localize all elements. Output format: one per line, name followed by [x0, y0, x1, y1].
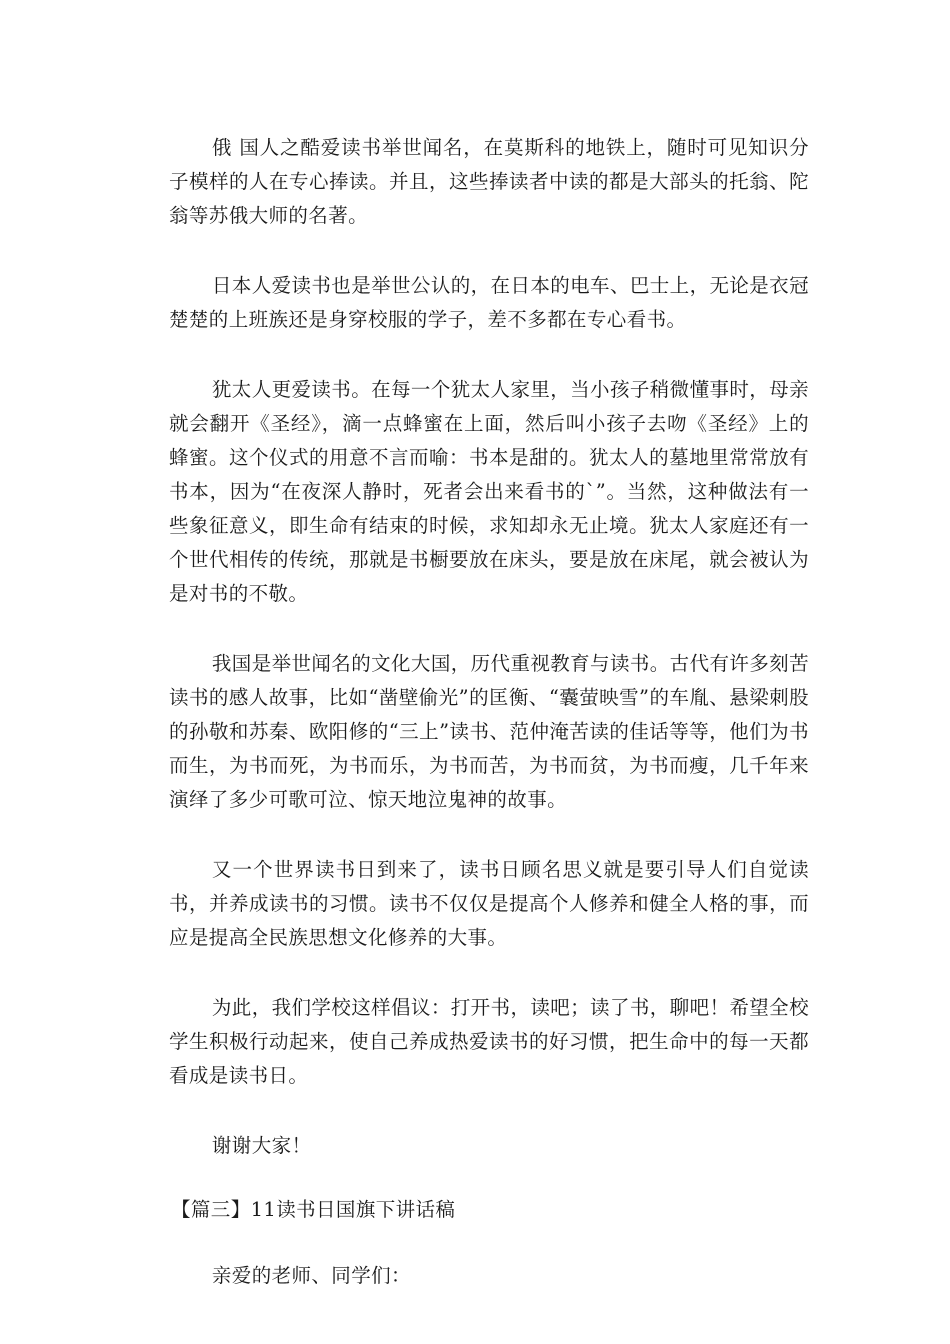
paragraph-jewish: 犹太人更爱读书。在每一个犹太人家里，当小孩子稍微懂事时，母亲就会翻开《圣经》，滴一点蜂蜜在上面，然后叫小孩子去吻《圣经》上的蜂蜜。这个仪式的用意不言而喻：书本是甜的。犹太人的墓地里常常放有书本，因为“在夜深人静时，死者会出来看书的`”。当然，这种做法有一些象征意义，即生命有结束的时候，求知却永无止境。犹太人家庭还有一个世代相传的传统，那就是书橱要放在床头，要是放在床尾，就会被认为是对书的不敬。: [169, 378, 809, 605]
paragraph-thanks: 谢谢大家！: [211, 1134, 312, 1157]
paragraph-japan: 日本人爱读书也是举世公认的，在日本的电车、巴士上，无论是衣冠楚楚的上班族还是身穿校服的学子，差不多都在专心看书。: [169, 274, 809, 331]
document-body: [169, 131, 809, 1329]
paragraph-reading-day: 又一个世界读书日到来了，读书日顾名思义就是要引导人们自觉读书，并养成读书的习惯。读书不仅仅是提高个人修养和健全人格的事，而应是提高全民族思想文化修养的大事。: [169, 858, 809, 949]
section-heading: 【篇三】11读书日国旗下讲话稿: [171, 1198, 456, 1221]
paragraph-russia: 俄 国人之酷爱读书举世闻名，在莫斯科的地铁上，随时可见知识分子模样的人在专心捧读。并且，这些捧读者中读的都是大部头的托翁、陀翁等苏俄大师的名著。: [169, 136, 809, 227]
paragraph-china: 我国是举世闻名的文化大国，历代重视教育与读书。古代有许多刻苦读书的感人故事，比如“凿壁偷光”的匡衡、“囊萤映雪”的车胤、悬梁刺股的孙敬和苏秦、欧阳修的“三上”读书、范仲淹苦读的佳话等等，他们为书而生，为书而死，为书而乐，为书而苦，为书而贫，为书而瘦，几千年来演绎了多少可歌可泣、惊天地泣鬼神的故事。: [169, 652, 809, 811]
salutation: 亲爱的老师、同学们：: [211, 1264, 411, 1287]
paragraph-initiative: 为此，我们学校这样倡议：打开书，读吧；读了书，聊吧！希望全校学生积极行动起来，使自己养成热爱读书的好习惯，把生命中的每一天都看成是读书日。: [169, 996, 809, 1087]
